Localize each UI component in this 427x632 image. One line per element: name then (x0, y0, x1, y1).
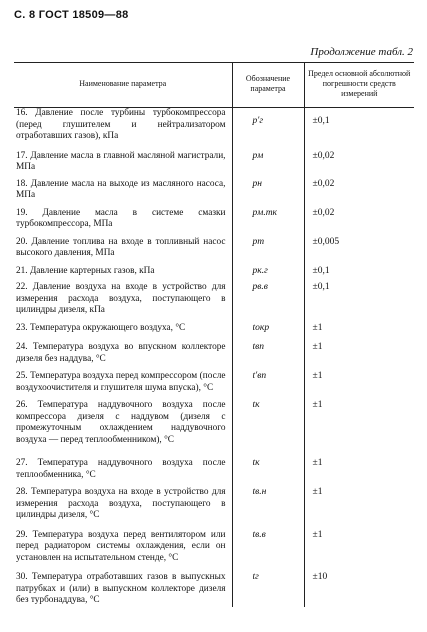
accuracy-limit: ±10 (312, 572, 328, 582)
accuracy-limit: ±0,005 (312, 236, 340, 247)
parameters-table (14, 62, 414, 607)
table-header-row (14, 63, 414, 108)
table-continuation-label: Продолжение табл. 2 (310, 46, 413, 58)
parameter-name: 22. Давление воздуха на входе в устройство для измерения расхода воздуха, поступающего в цилиндры дизеля, кПа (16, 282, 226, 315)
accuracy-limit: ±1 (312, 322, 323, 333)
parameter-name: 28. Температура воздуха на входе в устройство для измерения расхода воздуха, поступающего в цилиндры дизеля, °С (16, 487, 226, 520)
accuracy-limit: ±0,02 (312, 207, 335, 218)
table-row (14, 342, 414, 365)
table-row (14, 282, 414, 317)
column-header-name: Наименование параметра (14, 63, 232, 108)
table-row (14, 572, 414, 607)
parameter-name: 17. Давление масла в главной масляной магистрали, МПа (16, 150, 226, 172)
table-row (14, 371, 414, 394)
parameter-name: 18. Давление масла на выходе из масляного насоса, МПа (16, 178, 226, 200)
parameter-name: 21. Давление картерных газов, кПа (16, 265, 155, 276)
accuracy-limit: ±0,1 (312, 265, 330, 276)
table-row (14, 487, 414, 522)
accuracy-limit: ±1 (312, 458, 323, 468)
parameter-name: 26. Температура наддувочного воздуха после компрессора дизеля с наддувом (дизеля с промежуточным охлаждением наддувочного воздуха — перед теплообменником), °С (16, 400, 226, 445)
parameter-name: 30. Температура отработавших газов в выпускных патрубках и (или) в выпускном коллекторе дизеля без турбонаддува, °С (16, 572, 226, 605)
accuracy-limit: ±0,1 (312, 116, 330, 126)
accuracy-limit: ±1 (312, 371, 323, 381)
accuracy-limit: ±1 (312, 487, 323, 497)
parameter-symbol: tк (252, 400, 260, 410)
row-spacer (14, 522, 414, 530)
parameter-symbol: tвп (252, 342, 265, 352)
parameter-name: 20. Давление топлива на входе в топливный насос высокого давления, МПа (16, 236, 226, 258)
parameter-name: 29. Температура воздуха перед вентилятором или перед радиатором системы охлаждения, если он установлен на испытательном стенде, °С (16, 529, 226, 563)
parameter-symbol: tг (252, 572, 259, 582)
table-row (14, 266, 414, 278)
table-row (14, 208, 414, 231)
parameter-name: 16. Давление после турбины турбокомпрессора (перед глушителем и нейтрализатором отработавших газов), кПа (16, 108, 226, 141)
row-spacer (14, 334, 414, 342)
accuracy-limit: ±0,1 (312, 282, 330, 292)
parameter-symbol: pв.в (252, 282, 268, 292)
parameter-name: 27. Температура наддувочного воздуха после теплообменника, °С (16, 458, 226, 480)
column-header-symbol: Обозначение параметра (232, 63, 304, 108)
parameter-name: 25. Температура воздуха перед компрессором (после воздухоочистителя и глушителя шума впуска), °С (16, 371, 226, 393)
table-row (14, 400, 414, 446)
accuracy-limit: ±1 (312, 529, 323, 540)
row-spacer (14, 564, 414, 572)
table-row (14, 179, 414, 202)
table-row (14, 458, 414, 481)
parameter-symbol: t′вп (252, 371, 267, 381)
accuracy-limit: ±0,02 (312, 178, 335, 189)
table-row (14, 323, 414, 335)
table-row (14, 108, 414, 143)
parameter-symbol: pн (252, 178, 262, 189)
parameter-name: 19. Давление масла в системе смазки турбокомпрессора, МПа (16, 207, 226, 229)
parameter-symbol: pм.тк (252, 207, 277, 218)
page-header: С. 8 ГОСТ 18509—88 (14, 9, 129, 21)
table-row (14, 530, 414, 565)
table-row (14, 237, 414, 260)
accuracy-limit: ±1 (312, 400, 323, 410)
parameter-symbol: tокр (252, 322, 270, 333)
parameter-symbol: tв.н (252, 487, 267, 497)
parameter-name: 23. Температура окружающего воздуха, °С (16, 322, 186, 333)
parameter-symbol: pт (252, 236, 265, 247)
parameter-symbol: tк (252, 458, 260, 468)
parameter-symbol: tв.в (252, 529, 266, 540)
parameter-symbol: p′г (252, 116, 264, 126)
row-spacer (14, 446, 414, 458)
parameter-symbol: pк.г (252, 265, 268, 276)
parameter-symbol: pм (252, 150, 264, 161)
column-header-limit: Предел основной абсолютной погрешности средств измерений (304, 63, 414, 108)
table-row (14, 151, 414, 174)
accuracy-limit: ±1 (312, 342, 323, 352)
parameter-name: 24. Температура воздуха во впускном коллекторе дизеля без наддува, °С (16, 342, 226, 364)
row-spacer (14, 143, 414, 151)
accuracy-limit: ±0,02 (312, 150, 335, 161)
